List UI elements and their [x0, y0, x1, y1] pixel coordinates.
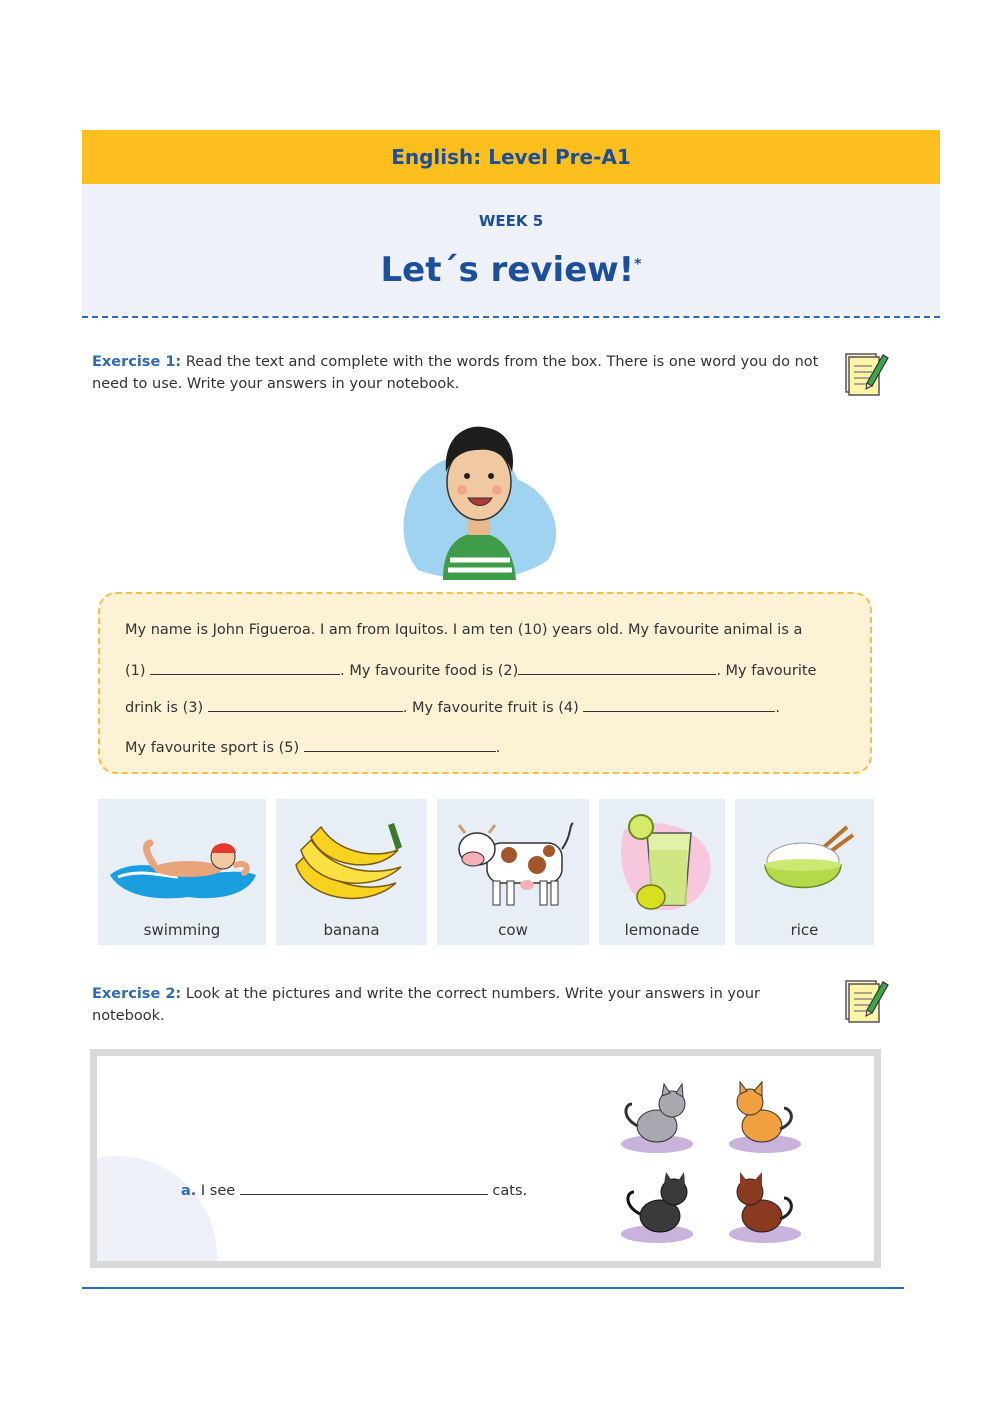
gray-cat-icon	[626, 1084, 685, 1142]
word-card-swimming	[98, 799, 266, 945]
text-line-4-end: .	[495, 740, 501, 756]
boy-illustration	[398, 410, 558, 580]
word-label-cow: cow	[498, 921, 528, 939]
dashed-divider	[82, 316, 940, 318]
lemonade-icon	[599, 805, 725, 915]
answer-blank-1[interactable]	[150, 660, 340, 675]
banner-title: English: Level Pre-A1	[391, 145, 631, 169]
exercise-2-instruction	[92, 983, 837, 1027]
cats-illustration	[612, 1074, 812, 1252]
exercise-2-item-a	[181, 1180, 527, 1199]
word-label-lemonade: lemonade	[624, 921, 700, 939]
cow-icon	[437, 805, 589, 915]
reading-text-box	[98, 592, 872, 774]
page-title-text: Let´s review!	[380, 250, 635, 290]
exercise-1-text: Read the text and complete with the words from the box. There is one word you do not need to use. Write your answers in your notebook.	[92, 354, 819, 392]
cats-count-blank[interactable]	[240, 1180, 488, 1195]
text-line-4	[125, 737, 851, 756]
swimmer-icon	[98, 805, 266, 915]
word-label-banana: banana	[323, 921, 380, 939]
week-label: WEEK 5	[478, 212, 544, 230]
text-line-2-end: . My favourite	[716, 663, 817, 679]
exercise-1-label: Exercise 1:	[92, 354, 182, 370]
decorative-circle	[90, 1156, 217, 1268]
bottom-divider	[82, 1287, 904, 1289]
text-line-1: My name is John Figueroa. I am from Iquitos. I am ten (10) years old. My favourite animal is a	[125, 622, 803, 638]
word-label-rice: rice	[790, 921, 819, 939]
blank-3-label: drink is (3)	[125, 700, 204, 716]
page-title	[82, 250, 940, 290]
answer-blank-2[interactable]	[518, 660, 716, 675]
level-banner	[82, 130, 940, 184]
answer-blank-3[interactable]	[208, 697, 403, 712]
blank-1-label: (1)	[125, 663, 146, 679]
text-line-2	[125, 660, 851, 679]
word-card-cow	[437, 799, 589, 945]
item-post-text: cats.	[487, 1183, 528, 1199]
text-line-2-mid: . My favourite food is (2)	[340, 663, 519, 679]
notebook-pencil-icon	[843, 349, 889, 397]
exercise-2-label: Exercise 2:	[92, 986, 182, 1002]
item-letter: a.	[181, 1183, 197, 1199]
text-line-3-end: .	[775, 700, 781, 716]
text-line-3	[125, 697, 851, 716]
text-line-3-mid: . My favourite fruit is (4)	[402, 700, 579, 716]
word-card-lemonade	[599, 799, 725, 945]
notebook-pencil-icon	[843, 976, 889, 1024]
orange-cat-icon	[737, 1082, 791, 1142]
answer-blank-5[interactable]	[304, 737, 496, 752]
black-cat-icon	[628, 1172, 687, 1232]
word-card-rice	[735, 799, 874, 945]
title-panel	[82, 184, 940, 316]
blank-5-label: My favourite sport is (5)	[125, 740, 300, 756]
exercise-2-text: Look at the pictures and write the correct numbers. Write your answers in your notebook.	[92, 986, 760, 1024]
exercise-2-box	[90, 1049, 881, 1268]
word-card-banana	[276, 799, 427, 945]
word-label-swimming: swimming	[143, 921, 221, 939]
title-mark: *	[634, 256, 642, 273]
exercise-1-instruction	[92, 351, 837, 395]
rice-bowl-icon	[735, 805, 874, 915]
answer-blank-4[interactable]	[583, 697, 775, 712]
brown-cat-icon	[737, 1172, 791, 1232]
banana-icon	[276, 805, 427, 915]
item-pre-text: I see	[196, 1183, 240, 1199]
